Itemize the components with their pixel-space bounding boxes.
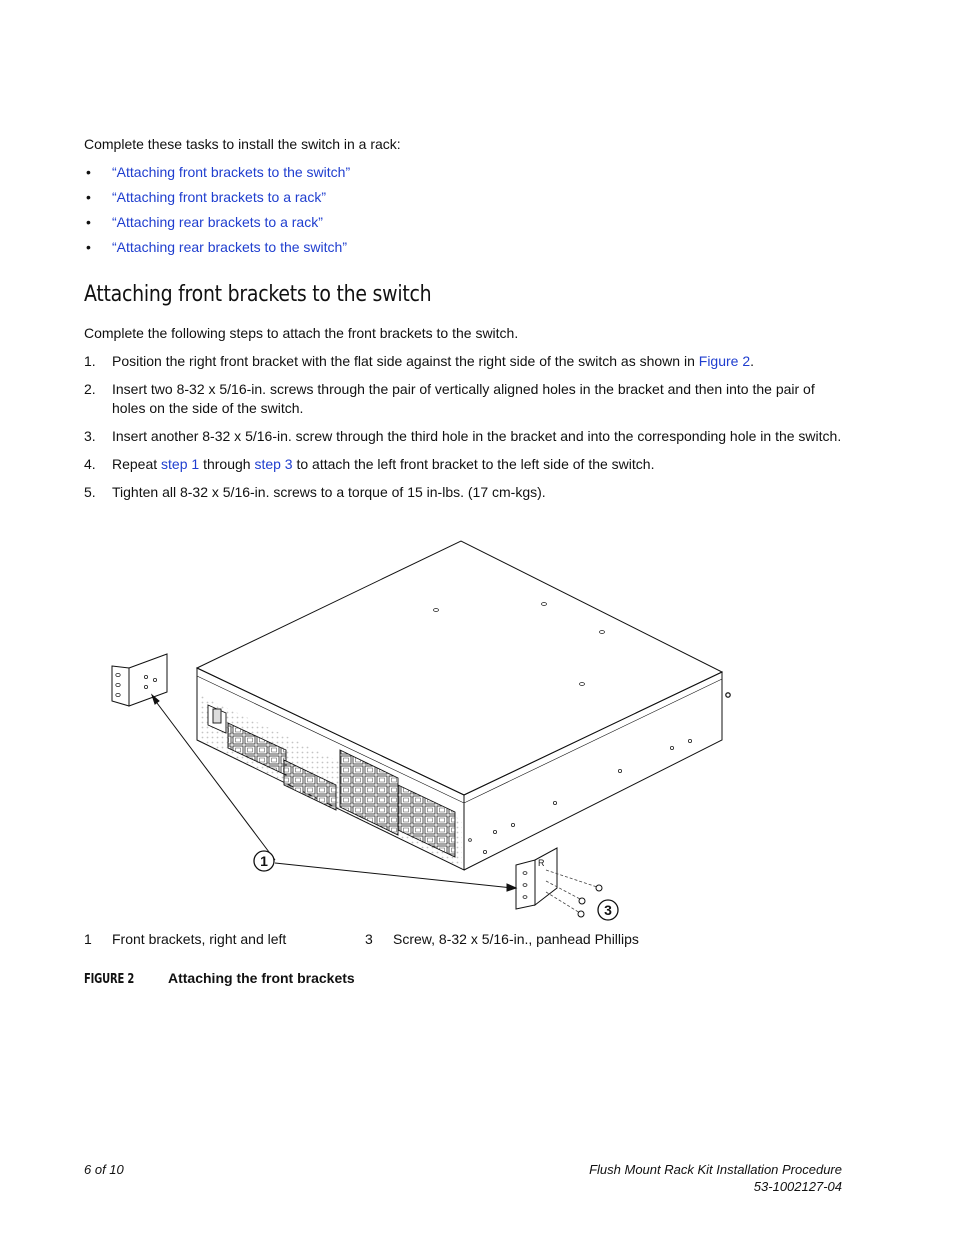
link-rear-brackets-switch[interactable]: “Attaching rear brackets to the switch” <box>112 239 347 255</box>
right-bracket <box>516 860 535 909</box>
step-3-link[interactable]: step 3 <box>254 455 293 472</box>
left-bracket <box>129 654 167 706</box>
link-rear-brackets-rack[interactable]: “Attaching rear brackets to a rack” <box>112 214 323 230</box>
step-number: 5. <box>84 483 96 500</box>
step-text: to attach the left front bracket to the left side of the switch. <box>292 455 655 472</box>
screw-icon <box>578 911 584 917</box>
section-heading: Attaching front brackets to the switch <box>84 282 432 307</box>
figure-label <box>84 970 143 987</box>
bullet-icon: • <box>86 164 91 180</box>
screw-icon <box>579 898 585 904</box>
bullet-icon: • <box>86 189 91 205</box>
legend-num: 3 <box>365 931 373 947</box>
screw-icon <box>596 885 602 891</box>
task-list-item <box>84 238 350 263</box>
step-item <box>84 455 844 474</box>
step-text: Repeat <box>112 455 162 472</box>
step-item <box>84 380 844 417</box>
legend-text: Front brackets, right and left <box>112 931 287 947</box>
task-list-item <box>84 163 350 188</box>
step-text: Position the right front bracket with the flat side against the right side of the switch as shown in <box>112 353 699 369</box>
switch-bracket-illustration <box>100 535 740 930</box>
task-list <box>84 163 350 263</box>
figure-title: Attaching the front brackets <box>168 970 355 986</box>
figure-number: FIGURE 2 <box>84 972 135 987</box>
step-text: Insert another 8-32 x 5/16-in. screw through the third hole in the bracket and into the corresponding hole in the switch. <box>112 427 842 444</box>
figure-2-link[interactable]: Figure 2 <box>698 353 751 369</box>
legend-num: 1 <box>84 931 92 947</box>
intro-text: Complete these tasks to install the switch in a rack: <box>84 136 401 152</box>
page-number: 6 of 10 <box>84 1162 124 1177</box>
link-front-brackets-switch[interactable]: “Attaching front brackets to the switch” <box>112 164 351 180</box>
bracket-letter: R <box>538 858 545 868</box>
step-text: through <box>199 455 255 472</box>
step-text: . <box>750 353 755 369</box>
step-item <box>84 427 844 446</box>
task-list-item <box>84 188 350 213</box>
switch-side <box>464 672 722 870</box>
step-number: 1. <box>84 353 96 369</box>
step-text: Insert two 8-32 x 5/16-in. screws through the pair of vertically aligned holes in the bracket and then into the pair of holes on the side of the switch. <box>112 381 815 416</box>
bullet-icon: • <box>86 239 91 255</box>
doc-title: Flush Mount Rack Kit Installation Procedure <box>589 1162 842 1177</box>
step-number: 3. <box>84 427 96 444</box>
step-item <box>84 483 844 502</box>
link-front-brackets-rack[interactable]: “Attaching front brackets to a rack” <box>112 189 326 205</box>
doc-number: 53-1002127-04 <box>753 1179 842 1194</box>
bullet-icon: • <box>86 214 91 230</box>
step-number: 2. <box>84 381 96 397</box>
step-item <box>84 352 844 371</box>
callout-1: 1 <box>260 853 268 869</box>
section-intro: Complete the following steps to attach the front brackets to the switch. <box>84 325 519 341</box>
task-list-item <box>84 213 350 238</box>
steps-list <box>84 352 844 511</box>
step-number: 4. <box>84 455 96 472</box>
legend-text: Screw, 8-32 x 5/16-in., panhead Phillips <box>393 931 639 947</box>
callout-3: 3 <box>604 902 612 918</box>
step-text: Tighten all 8-32 x 5/16-in. screws to a torque of 15 in-lbs. (17 cm-kgs). <box>112 483 546 500</box>
step-1-link[interactable]: step 1 <box>161 455 200 472</box>
